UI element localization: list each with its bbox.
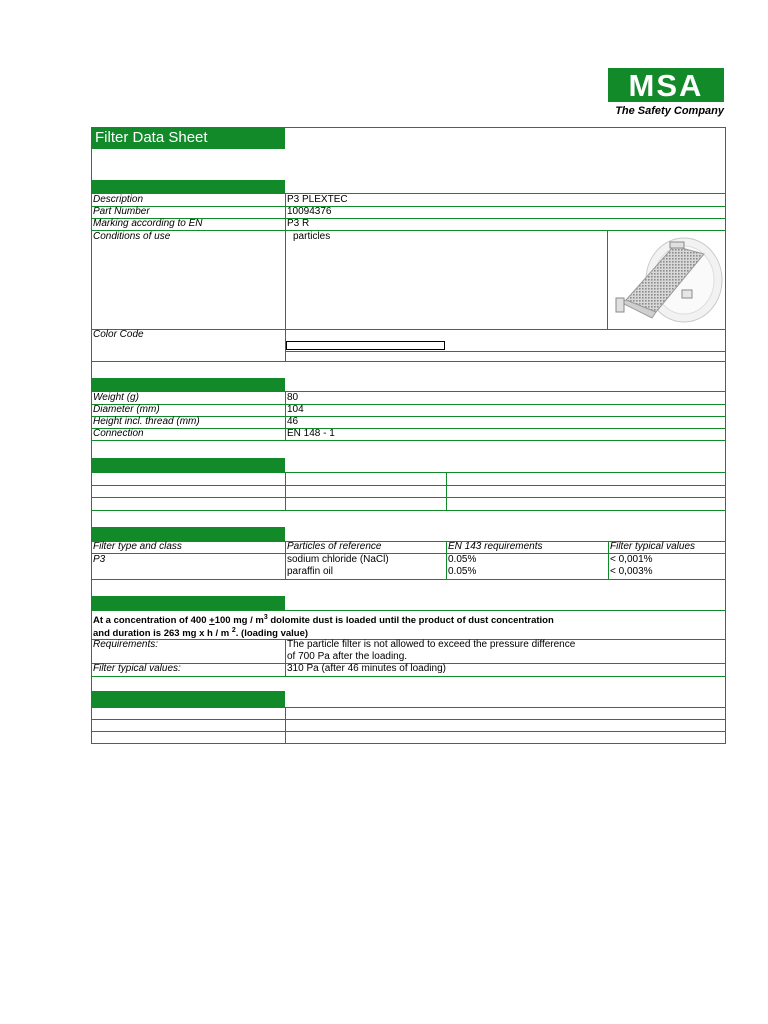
value-conditions: particles: [293, 231, 331, 242]
requirement-paraffin: 0.05%: [448, 566, 477, 577]
value-marking: P3 R: [287, 218, 310, 229]
section-bar-extra: [91, 691, 285, 707]
svg-text:MSA: MSA: [628, 68, 704, 103]
label-part-number: Part Number: [93, 206, 150, 217]
clogging-line-1-a: At a concentration of 400: [93, 615, 210, 627]
section-bar-clogging: [91, 596, 285, 610]
label-color-code: Color Code: [93, 329, 144, 340]
value-connection: EN 148 - 1: [287, 428, 335, 439]
clogging-plusminus: +: [209, 615, 215, 627]
value-part-number: 10094376: [287, 206, 332, 217]
label-marking: Marking according to EN: [93, 218, 203, 229]
header-typical: Filter typical values: [610, 541, 696, 552]
label-description: Description: [93, 194, 144, 205]
header-filter-type: Filter type and class: [93, 541, 182, 552]
clogging-line-2-b: . (loading value): [235, 628, 309, 640]
typical-paraffin: < 0,003%: [610, 566, 653, 577]
typical-nacl: < 0,001%: [610, 554, 653, 565]
clogging-line-1-c: dolomite dust is loaded until the product of dust concentration: [267, 615, 554, 627]
requirements-line-2: of 700 Pa after the loading.: [287, 651, 408, 662]
clogging-line-1-b: 100 mg / m: [214, 615, 264, 627]
label-weight: Weight (g): [93, 392, 139, 403]
label-connection: Connection: [93, 428, 144, 439]
logo-tagline: The Safety Company: [615, 105, 724, 117]
value-typical-values: 310 Pa (after 46 minutes of loading): [287, 663, 446, 674]
label-height: Height incl. thread (mm): [93, 416, 200, 427]
value-diameter: 104: [287, 404, 304, 415]
value-height: 46: [287, 416, 299, 427]
value-weight: 80: [287, 392, 299, 403]
clogging-line-2: [93, 625, 308, 640]
section-bar-general: [91, 180, 285, 194]
section-bar-physical: [91, 378, 285, 392]
filter-class: P3: [93, 554, 106, 565]
label-requirements: Requirements:: [93, 639, 159, 650]
particle-nacl: sodium chloride (NaCl): [287, 554, 389, 565]
clogging-line-1-sup: 3: [263, 614, 268, 621]
header-particles: Particles of reference: [287, 541, 382, 552]
color-code-swatch: [286, 341, 445, 350]
requirements-line-1: The particle filter is not allowed to exceed the pressure difference: [287, 639, 576, 650]
msa-logo: [608, 68, 724, 120]
clogging-line-2-a: and duration is 263 mg x h / m: [93, 628, 232, 640]
filter-product-image: [612, 234, 724, 326]
value-description: P3 PLEXTEC: [287, 194, 348, 205]
section-bar-empty: [91, 458, 285, 472]
label-diameter: Diameter (mm): [93, 404, 160, 415]
clogging-line-2-sup: 2: [231, 627, 236, 634]
section-bar-penetration: [91, 527, 285, 541]
label-typical-values: Filter typical values:: [93, 663, 181, 674]
requirement-nacl: 0.05%: [448, 554, 477, 565]
page-title: Filter Data Sheet: [95, 129, 208, 146]
label-conditions: Conditions of use: [93, 231, 171, 242]
particle-paraffin: paraffin oil: [287, 566, 333, 577]
header-en143: EN 143 requirements: [448, 541, 543, 552]
